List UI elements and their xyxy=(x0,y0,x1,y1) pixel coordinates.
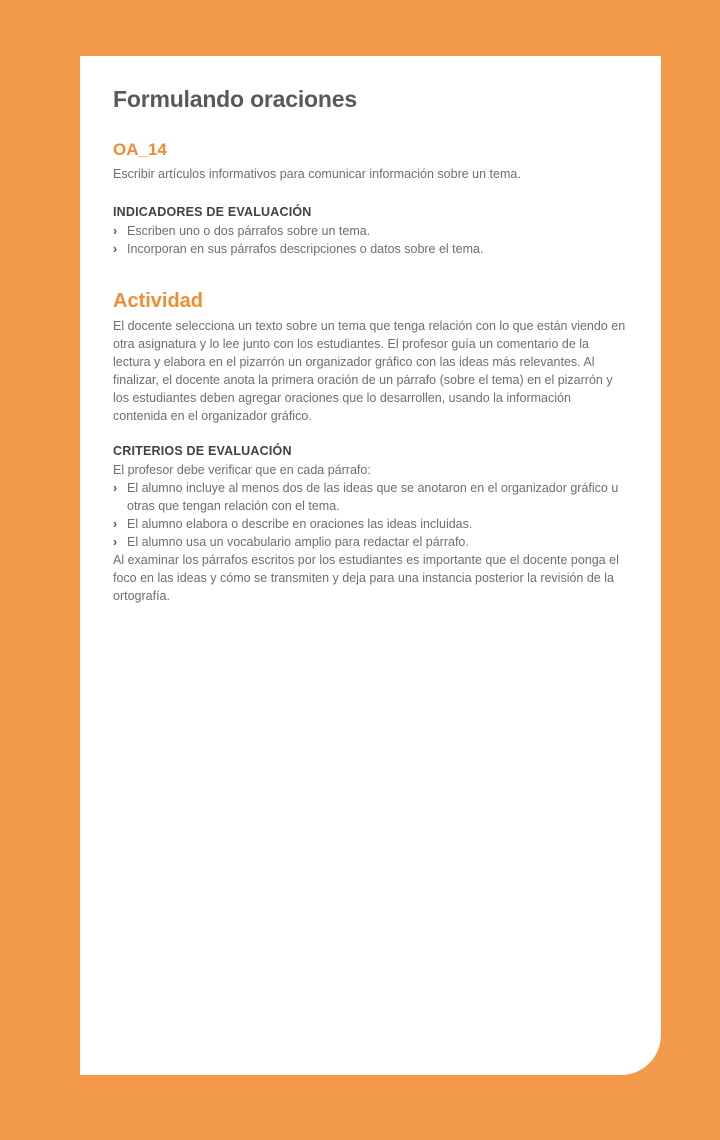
actividad-heading: Actividad xyxy=(113,290,204,312)
criterios-list xyxy=(113,479,627,551)
list-item xyxy=(113,222,627,240)
list-item-text: El alumno elabora o describe en oraciones las ideas incluidas. xyxy=(127,517,473,531)
list-item xyxy=(113,479,627,515)
list-item-text: Incorporan en sus párrafos descripciones o datos sobre el tema. xyxy=(127,242,484,256)
criterios-intro: El profesor debe verificar que en cada párrafo: xyxy=(113,463,371,477)
bullet-icon: › xyxy=(113,481,118,495)
actividad-body: El docente selecciona un texto sobre un tema que tenga relación con lo que están viendo en otra asignatura y lo lee junto con los estudiantes. El profesor guía un comentario de la lectura y elabora en el pizarrón un organizador gráfico con las ideas más relevantes. Al finalizar, el docente anota la primera oración de un párrafo (sobre el tema) en el pizarrón y los estudiantes deben agregar oraciones que lo desarrollen, usando la información contenida en el organizador gráfico. xyxy=(113,319,626,423)
list-item xyxy=(113,533,627,551)
bullet-icon: › xyxy=(113,242,118,256)
list-item xyxy=(113,240,627,258)
bullet-icon: › xyxy=(113,517,118,531)
bullet-icon: › xyxy=(113,224,118,238)
list-item-text: El alumno usa un vocabulario amplio para redactar el párrafo. xyxy=(127,535,469,549)
oa-heading: OA_14 xyxy=(113,140,167,159)
criterios-outro: Al examinar los párrafos escritos por los estudiantes es importante que el docente ponga el foco en las ideas y cómo se transmiten y deja para una instancia posterior la revisión de la ortografía. xyxy=(113,553,619,603)
page-title: Formulando oraciones xyxy=(113,86,357,112)
indicadores-list xyxy=(113,222,627,258)
bullet-icon: › xyxy=(113,535,118,549)
list-item xyxy=(113,515,627,533)
document-page xyxy=(80,56,661,1075)
oa-description: Escribir artículos informativos para comunicar información sobre un tema. xyxy=(113,167,521,181)
list-item-text: Escriben uno o dos párrafos sobre un tema. xyxy=(127,224,371,238)
list-item-text: El alumno incluye al menos dos de las ideas que se anotaron en el organizador gráfico u otras que tengan relación con el tema. xyxy=(127,481,619,513)
indicadores-heading: INDICADORES DE EVALUACIÓN xyxy=(113,205,312,219)
criterios-heading: CRITERIOS DE EVALUACIÓN xyxy=(113,444,292,458)
